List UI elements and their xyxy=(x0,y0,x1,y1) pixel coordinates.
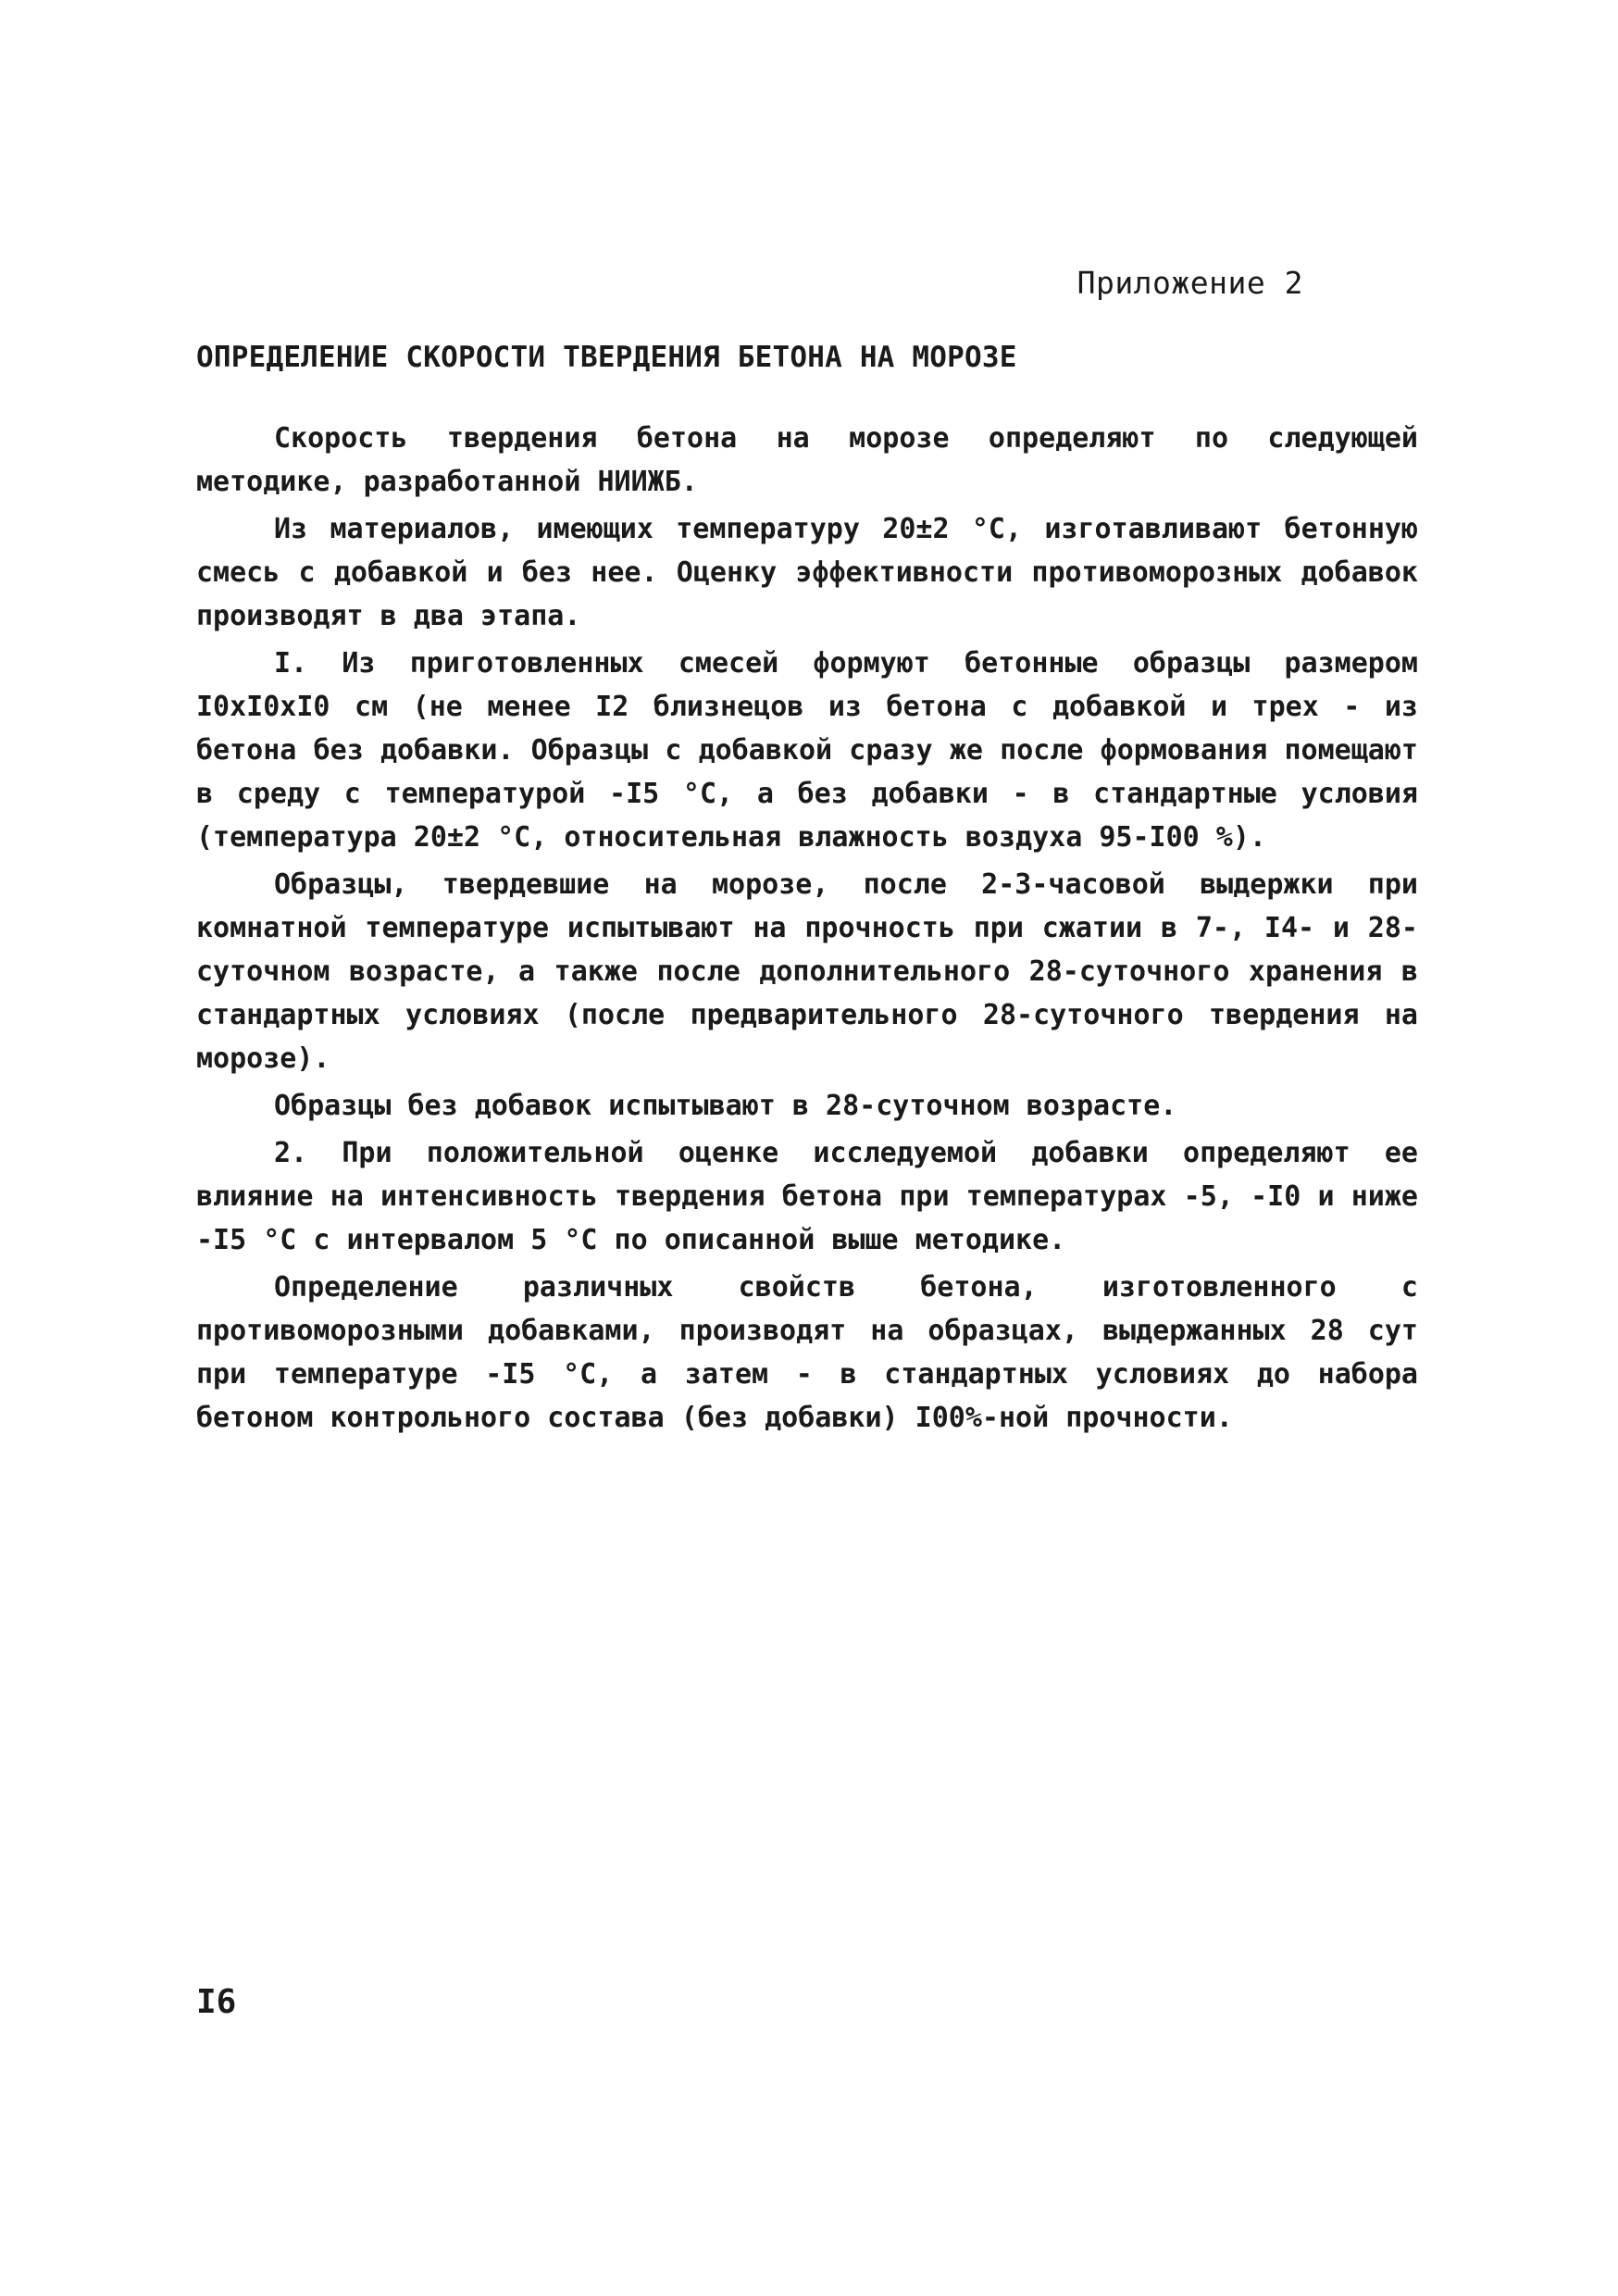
paragraph-materials: Из материалов, имеющих температуру 20±2 °С, изготавливают бетонную смесь с добавкой и без нее. Оценку эффективности противоморозных добавок производят в два этапа. xyxy=(196,513,1418,632)
paragraph-frozen-samples: Образцы, твердевшие на морозе, после 2-3-часовой выдержки при комнатной температуре испытывают на прочность при сжатии в 7-, I4- и 28-суточном возрасте, а также после дополнительного 28-суточного хранения в стандартных условиях (после предварительного 28-суточного твердения на морозе). xyxy=(196,868,1418,1075)
paragraph-step-1: I. Из приготовленных смесей формуют бетонные образцы размером I0xI0xI0 см (не менее I2 близнецов из бетона с добавкой и трех - из бетона без добавки. Образцы с добавкой сразу же после формования помещают в среду с температурой -I5 °С, а без добавки - в стандартные условия (температура 20±2 °С, относительная влажность воздуха 95-I00 %). xyxy=(196,647,1418,854)
paragraph-control-samples: Образцы без добавок испытывают в 28-суточном возрасте. xyxy=(274,1090,1177,1122)
paragraph-properties: Определение различных свойств бетона, изготовленного с противоморозными добавками, производят на образцах, выдержанных 28 сут при температуре -I5 °С, а затем - в стандартных условиях до набора бетоном контрольного состава (без добавки) I00%-ной прочности. xyxy=(196,1271,1418,1434)
body-text xyxy=(196,417,1418,1443)
paragraph-intro: Скорость твердения бетона на морозе определяют по следующей методике, разработанной НИИЖБ. xyxy=(196,422,1418,498)
paragraph-step-2: 2. При положительной оценке исследуемой добавки определяют ее влияние на интенсивность твердения бетона при температурах -5, -I0 и ниже -I5 °С с интервалом 5 °С по описанной выше методике. xyxy=(196,1137,1418,1256)
page-number: I6 xyxy=(196,1983,237,2021)
document-title: ОПРЕДЕЛЕНИЕ СКОРОСТИ ТВЕРДЕНИЯ БЕТОНА НА МОРОЗЕ xyxy=(196,341,1017,374)
appendix-label: Приложение 2 xyxy=(1077,265,1303,301)
